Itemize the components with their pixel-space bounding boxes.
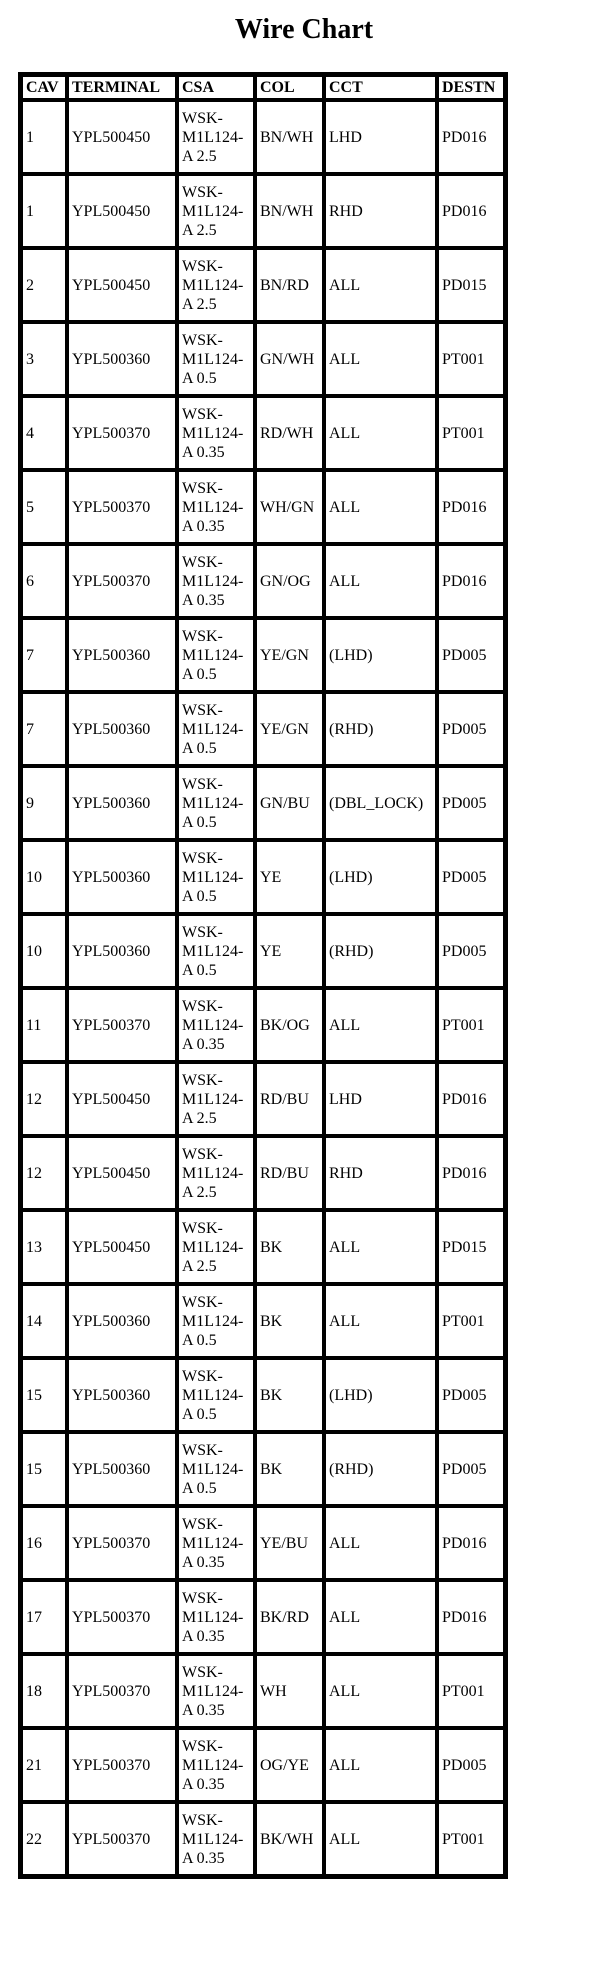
table-row — [21, 618, 506, 692]
cell-csa: WSK-M1L124-A 0.5 — [177, 1358, 255, 1432]
cell-csa: WSK-M1L124-A 0.35 — [177, 470, 255, 544]
table-row — [21, 1136, 506, 1210]
cell-cav: 17 — [21, 1580, 68, 1654]
cell-terminal: YPL500360 — [67, 914, 177, 988]
cell-col: BK — [255, 1210, 324, 1284]
table-row — [21, 322, 506, 396]
cell-terminal: YPL500450 — [67, 1210, 177, 1284]
cell-terminal: YPL500360 — [67, 1358, 177, 1432]
cell-col: RD/BU — [255, 1062, 324, 1136]
cell-destn: PD005 — [437, 840, 506, 914]
cell-destn: PT001 — [437, 322, 506, 396]
cell-csa: WSK-M1L124-A 0.35 — [177, 1728, 255, 1802]
cell-csa: WSK-M1L124-A 2.5 — [177, 174, 255, 248]
cell-destn: PD016 — [437, 1062, 506, 1136]
cell-csa: WSK-M1L124-A 2.5 — [177, 1210, 255, 1284]
column-header-col: COL — [255, 75, 324, 101]
cell-cav: 2 — [21, 248, 68, 322]
cell-cct: (DBL_LOCK) — [324, 766, 437, 840]
cell-destn: PT001 — [437, 1802, 506, 1877]
cell-terminal: YPL500360 — [67, 766, 177, 840]
cell-terminal: YPL500370 — [67, 1654, 177, 1728]
cell-csa: WSK-M1L124-A 0.5 — [177, 766, 255, 840]
cell-csa: WSK-M1L124-A 2.5 — [177, 248, 255, 322]
cell-terminal: YPL500450 — [67, 174, 177, 248]
cell-destn: PD005 — [437, 692, 506, 766]
cell-terminal: YPL500450 — [67, 100, 177, 174]
cell-col: OG/YE — [255, 1728, 324, 1802]
cell-destn: PD005 — [437, 1728, 506, 1802]
column-header-destn: DESTN — [437, 75, 506, 101]
cell-destn: PT001 — [437, 1284, 506, 1358]
cell-cav: 16 — [21, 1506, 68, 1580]
cell-destn: PD005 — [437, 914, 506, 988]
cell-destn: PT001 — [437, 396, 506, 470]
cell-destn: PD016 — [437, 1580, 506, 1654]
cell-cct: (LHD) — [324, 618, 437, 692]
cell-cct: (RHD) — [324, 1432, 437, 1506]
cell-col: RD/WH — [255, 396, 324, 470]
table-row — [21, 1654, 506, 1728]
cell-cav: 14 — [21, 1284, 68, 1358]
cell-csa: WSK-M1L124-A 0.5 — [177, 1432, 255, 1506]
cell-terminal: YPL500360 — [67, 1432, 177, 1506]
cell-terminal: YPL500360 — [67, 618, 177, 692]
column-header-cav: CAV — [21, 75, 68, 101]
cell-col: YE/GN — [255, 692, 324, 766]
cell-destn: PD016 — [437, 470, 506, 544]
table-row — [21, 396, 506, 470]
cell-terminal: YPL500370 — [67, 988, 177, 1062]
cell-terminal: YPL500450 — [67, 1062, 177, 1136]
header-row — [21, 75, 506, 101]
table-row — [21, 692, 506, 766]
cell-terminal: YPL500370 — [67, 1580, 177, 1654]
cell-cav: 15 — [21, 1432, 68, 1506]
cell-terminal: YPL500370 — [67, 396, 177, 470]
cell-csa: WSK-M1L124-A 0.35 — [177, 1506, 255, 1580]
table-row — [21, 174, 506, 248]
table-row — [21, 248, 506, 322]
cell-cav: 10 — [21, 840, 68, 914]
column-header-csa: CSA — [177, 75, 255, 101]
cell-destn: PD016 — [437, 1506, 506, 1580]
cell-cav: 1 — [21, 100, 68, 174]
cell-cct: LHD — [324, 1062, 437, 1136]
column-header-cct: CCT — [324, 75, 437, 101]
cell-cct: ALL — [324, 1654, 437, 1728]
cell-csa: WSK-M1L124-A 0.35 — [177, 1580, 255, 1654]
cell-csa: WSK-M1L124-A 0.5 — [177, 692, 255, 766]
cell-destn: PD016 — [437, 1136, 506, 1210]
cell-csa: WSK-M1L124-A 0.35 — [177, 396, 255, 470]
cell-csa: WSK-M1L124-A 0.35 — [177, 988, 255, 1062]
cell-cct: RHD — [324, 174, 437, 248]
cell-cav: 12 — [21, 1136, 68, 1210]
cell-terminal: YPL500360 — [67, 840, 177, 914]
cell-destn: PT001 — [437, 1654, 506, 1728]
cell-csa: WSK-M1L124-A 2.5 — [177, 100, 255, 174]
cell-destn: PD015 — [437, 248, 506, 322]
cell-cct: (LHD) — [324, 1358, 437, 1432]
cell-cav: 7 — [21, 692, 68, 766]
table-row — [21, 1358, 506, 1432]
cell-col: YE/GN — [255, 618, 324, 692]
cell-cct: ALL — [324, 248, 437, 322]
cell-csa: WSK-M1L124-A 0.35 — [177, 1654, 255, 1728]
cell-col: GN/OG — [255, 544, 324, 618]
table-row — [21, 1802, 506, 1877]
cell-cav: 22 — [21, 1802, 68, 1877]
cell-terminal: YPL500360 — [67, 322, 177, 396]
cell-col: BN/WH — [255, 100, 324, 174]
cell-col: YE — [255, 914, 324, 988]
cell-destn: PD016 — [437, 100, 506, 174]
cell-col: BN/RD — [255, 248, 324, 322]
table-row — [21, 544, 506, 618]
cell-col: RD/BU — [255, 1136, 324, 1210]
table-row — [21, 1062, 506, 1136]
cell-cct: ALL — [324, 1802, 437, 1877]
table-row — [21, 1580, 506, 1654]
cell-cav: 5 — [21, 470, 68, 544]
table-row — [21, 1506, 506, 1580]
cell-cct: ALL — [324, 322, 437, 396]
cell-destn: PD016 — [437, 544, 506, 618]
cell-cav: 18 — [21, 1654, 68, 1728]
cell-cct: (RHD) — [324, 914, 437, 988]
cell-terminal: YPL500360 — [67, 692, 177, 766]
page-title: Wire Chart — [234, 14, 374, 45]
cell-cct: RHD — [324, 1136, 437, 1210]
cell-terminal: YPL500370 — [67, 1728, 177, 1802]
cell-cav: 21 — [21, 1728, 68, 1802]
cell-cct: ALL — [324, 988, 437, 1062]
cell-destn: PD005 — [437, 618, 506, 692]
cell-destn: PD005 — [437, 1358, 506, 1432]
cell-cct: ALL — [324, 1580, 437, 1654]
cell-csa: WSK-M1L124-A 0.5 — [177, 1284, 255, 1358]
cell-cct: LHD — [324, 100, 437, 174]
cell-col: WH/GN — [255, 470, 324, 544]
table-row — [21, 840, 506, 914]
cell-csa: WSK-M1L124-A 0.35 — [177, 544, 255, 618]
cell-cct: ALL — [324, 1284, 437, 1358]
cell-terminal: YPL500370 — [67, 470, 177, 544]
cell-cav: 6 — [21, 544, 68, 618]
cell-terminal: YPL500360 — [67, 1284, 177, 1358]
cell-cct: (LHD) — [324, 840, 437, 914]
table-row — [21, 470, 506, 544]
cell-csa: WSK-M1L124-A 0.5 — [177, 322, 255, 396]
column-header-terminal: TERMINAL — [67, 75, 177, 101]
cell-terminal: YPL500370 — [67, 1802, 177, 1877]
cell-cav: 12 — [21, 1062, 68, 1136]
cell-cct: ALL — [324, 1728, 437, 1802]
table-row — [21, 988, 506, 1062]
table-row — [21, 766, 506, 840]
cell-terminal: YPL500450 — [67, 1136, 177, 1210]
cell-cav: 3 — [21, 322, 68, 396]
cell-col: YE — [255, 840, 324, 914]
table-row — [21, 1728, 506, 1802]
cell-col: BK — [255, 1284, 324, 1358]
table-row — [21, 1432, 506, 1506]
cell-destn: PD005 — [437, 766, 506, 840]
cell-col: WH — [255, 1654, 324, 1728]
cell-destn: PD016 — [437, 174, 506, 248]
cell-cct: (RHD) — [324, 692, 437, 766]
cell-cct: ALL — [324, 396, 437, 470]
cell-cct: ALL — [324, 470, 437, 544]
cell-col: BK/RD — [255, 1580, 324, 1654]
cell-cav: 13 — [21, 1210, 68, 1284]
cell-col: YE/BU — [255, 1506, 324, 1580]
cell-csa: WSK-M1L124-A 0.35 — [177, 1802, 255, 1877]
cell-cav: 11 — [21, 988, 68, 1062]
cell-col: GN/BU — [255, 766, 324, 840]
cell-col: GN/WH — [255, 322, 324, 396]
cell-col: BK — [255, 1432, 324, 1506]
cell-terminal: YPL500370 — [67, 544, 177, 618]
cell-col: BK/WH — [255, 1802, 324, 1877]
cell-cav: 7 — [21, 618, 68, 692]
cell-cct: ALL — [324, 544, 437, 618]
table-row — [21, 914, 506, 988]
cell-csa: WSK-M1L124-A 0.5 — [177, 914, 255, 988]
cell-terminal: YPL500370 — [67, 1506, 177, 1580]
cell-csa: WSK-M1L124-A 2.5 — [177, 1062, 255, 1136]
cell-col: BK/OG — [255, 988, 324, 1062]
cell-cav: 1 — [21, 174, 68, 248]
cell-cav: 10 — [21, 914, 68, 988]
cell-cav: 15 — [21, 1358, 68, 1432]
cell-csa: WSK-M1L124-A 0.5 — [177, 840, 255, 914]
cell-col: BK — [255, 1358, 324, 1432]
cell-cct: ALL — [324, 1210, 437, 1284]
table-row — [21, 100, 506, 174]
cell-destn: PD005 — [437, 1432, 506, 1506]
cell-cav: 9 — [21, 766, 68, 840]
wire-chart-table — [18, 72, 508, 1879]
cell-destn: PD015 — [437, 1210, 506, 1284]
table-row — [21, 1284, 506, 1358]
cell-col: BN/WH — [255, 174, 324, 248]
cell-terminal: YPL500450 — [67, 248, 177, 322]
cell-csa: WSK-M1L124-A 0.5 — [177, 618, 255, 692]
cell-destn: PT001 — [437, 988, 506, 1062]
table-row — [21, 1210, 506, 1284]
cell-cct: ALL — [324, 1506, 437, 1580]
cell-csa: WSK-M1L124-A 2.5 — [177, 1136, 255, 1210]
cell-cav: 4 — [21, 396, 68, 470]
